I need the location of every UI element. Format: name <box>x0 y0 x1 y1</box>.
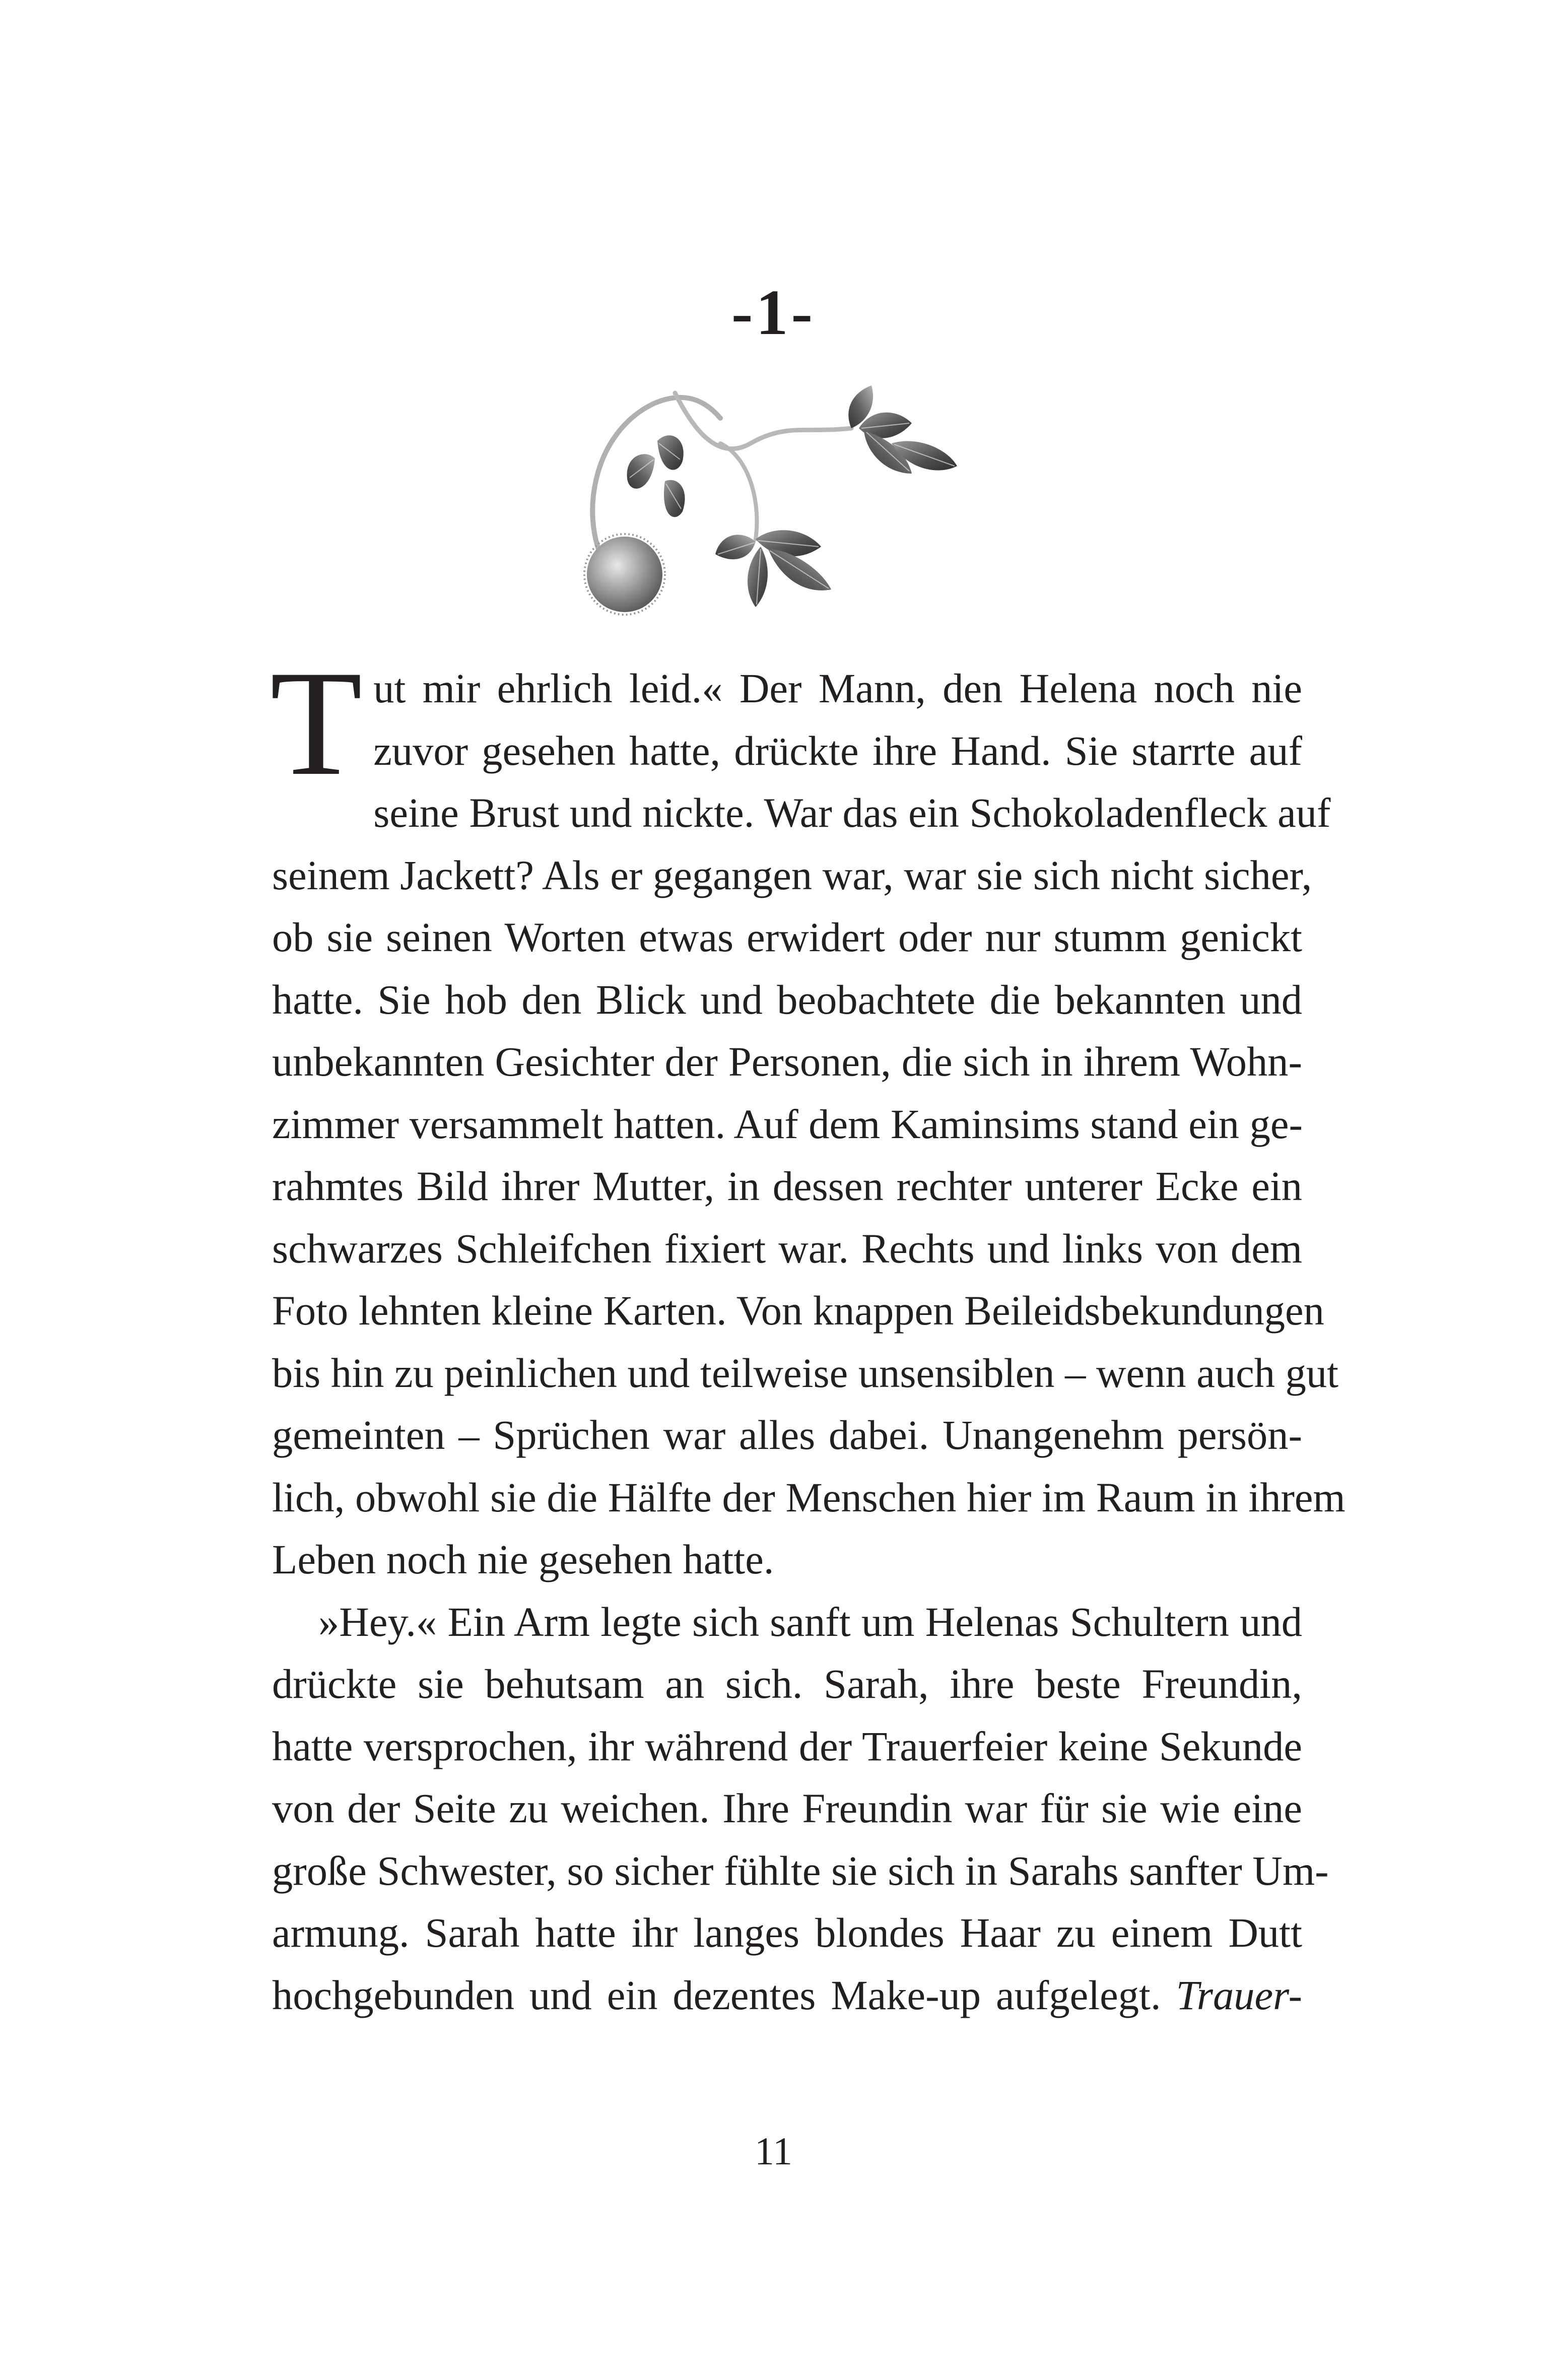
text-line: seinem Jackett? Als er gegangen war, war sie sich nicht sicher, <box>272 851 1312 898</box>
text-line: ob sie seinen Worten etwas erwidert oder nur stumm genickt <box>272 914 1302 960</box>
text-line: gemeinten – Sprüchen war alles dabei. Unangenehm persön- <box>272 1412 1302 1458</box>
text-line: ut mir ehrlich leid.« Der Mann, den Helena noch nie <box>373 665 1302 711</box>
text-line: rahmtes Bild ihrer Mutter, in dessen rechter unterer Ecke ein <box>272 1163 1302 1209</box>
text-line: zimmer versammelt hatten. Auf dem Kaminsims stand ein ge- <box>272 1100 1303 1147</box>
page-number: 11 <box>754 2129 793 2173</box>
text-line: lich, obwohl sie die Hälfte der Menschen hier im Raum in ihrem <box>272 1474 1346 1520</box>
body-text <box>270 639 1346 2026</box>
text-line: schwarzes Schleifchen fixiert war. Rechts und links von dem <box>272 1225 1302 1272</box>
text-line: Leben noch nie gesehen hatte. <box>272 1536 774 1582</box>
text-line: hatte versprochen, ihr während der Trauerfeier keine Sekunde <box>272 1723 1302 1769</box>
text-line: von der Seite zu weichen. Ihre Freundin war für sie wie eine <box>272 1785 1302 1831</box>
text-line: große Schwester, so sicher fühlte sie sich in Sarahs sanfter Um- <box>272 1847 1329 1894</box>
branch-with-seed-ball-illustration <box>569 373 1002 655</box>
text-line: Foto lehnten kleine Karten. Von knappen Beileidsbekundungen <box>272 1287 1324 1334</box>
text-line-final <box>272 1964 1302 2027</box>
text-line-plain: hochgebunden und ein dezentes Make-up aufgelegt. <box>272 1971 1161 2018</box>
drop-cap: T <box>270 639 363 807</box>
text-line: bis hin zu peinlichen und teilweise unsensiblen – wenn auch gut <box>272 1349 1339 1396</box>
text-line: seine Brust und nickte. War das ein Schokoladenfleck auf <box>373 789 1331 836</box>
text-line: unbekannten Gesichter der Personen, die sich in ihrem Wohn- <box>272 1038 1302 1085</box>
text-line: hatte. Sie hob den Blick und beobachtete die bekannten und <box>272 976 1302 1023</box>
paragraph-2 <box>272 1591 1329 2027</box>
chapter-number: -1- <box>731 277 816 348</box>
text-line: »Hey.« Ein Arm legte sich sanft um Helenas Schultern und <box>318 1598 1302 1645</box>
text-line-italic: Trauer- <box>1176 1971 1302 2018</box>
paragraph-1 <box>270 639 1346 1591</box>
text-line: armung. Sarah hatte ihr langes blondes Haar zu einem Dutt <box>272 1909 1302 1956</box>
text-line: drückte sie behutsam an sich. Sarah, ihre beste Freundin, <box>272 1661 1302 1707</box>
text-line: zuvor gesehen hatte, drückte ihre Hand. Sie starrte auf <box>373 727 1302 774</box>
